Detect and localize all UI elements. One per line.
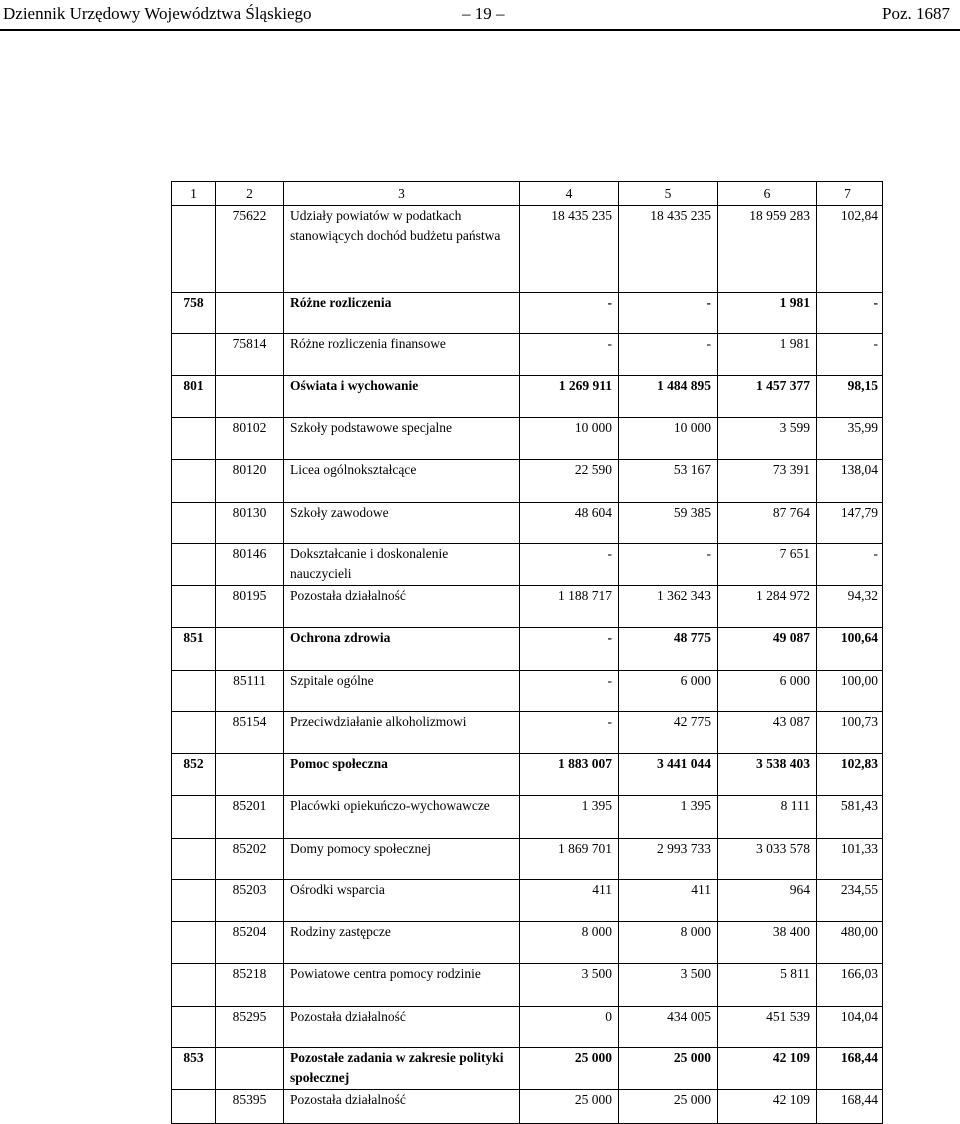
plan-after-changes-cell: 53 167	[619, 460, 718, 503]
chapter-cell	[172, 586, 216, 628]
execution-cell: 1 457 377	[718, 376, 817, 418]
subchapter-cell: 85203	[216, 880, 284, 922]
chapter-cell: 853	[172, 1048, 216, 1090]
plan-cell: -	[520, 712, 619, 754]
description-cell: Licea ogólnokształcące	[284, 460, 520, 503]
plan-after-changes-cell: 2 993 733	[619, 839, 718, 880]
description-cell: Rodziny zastępcze	[284, 922, 520, 964]
plan-cell: 25 000	[520, 1090, 619, 1124]
subchapter-cell: 80120	[216, 460, 284, 503]
section-row	[172, 754, 883, 796]
page-header	[0, 0, 960, 31]
journal-title: Dziennik Urzędowy Województwa Śląskiego	[3, 4, 312, 23]
table-row	[172, 334, 883, 376]
subchapter-cell: 80195	[216, 586, 284, 628]
execution-cell: 43 087	[718, 712, 817, 754]
plan-after-changes-cell: 3 500	[619, 964, 718, 1007]
chapter-cell	[172, 964, 216, 1007]
percent-cell: 102,83	[817, 754, 883, 796]
execution-cell: 87 764	[718, 503, 817, 544]
percent-cell: -	[817, 544, 883, 586]
subchapter-cell	[216, 376, 284, 418]
budget-table	[171, 181, 883, 1124]
description-cell: Udziały powiatów w podatkach stanowiących dochód budżetu państwa	[284, 206, 520, 293]
table-row	[172, 880, 883, 922]
percent-cell: 100,00	[817, 671, 883, 712]
chapter-cell	[172, 1090, 216, 1124]
execution-cell: 73 391	[718, 460, 817, 503]
percent-cell: 168,44	[817, 1048, 883, 1090]
subchapter-cell	[216, 293, 284, 334]
description-cell: Różne rozliczenia	[284, 293, 520, 334]
chapter-cell	[172, 712, 216, 754]
execution-cell: 38 400	[718, 922, 817, 964]
column-header: 5	[619, 182, 718, 206]
chapter-cell: 852	[172, 754, 216, 796]
table-row	[172, 544, 883, 586]
execution-cell: 49 087	[718, 628, 817, 671]
percent-cell: 234,55	[817, 880, 883, 922]
subchapter-cell: 85395	[216, 1090, 284, 1124]
subchapter-cell: 85111	[216, 671, 284, 712]
table-row	[172, 418, 883, 460]
execution-cell: 1 284 972	[718, 586, 817, 628]
execution-cell: 3 599	[718, 418, 817, 460]
plan-cell: 3 500	[520, 964, 619, 1007]
plan-cell: 10 000	[520, 418, 619, 460]
column-header: 6	[718, 182, 817, 206]
plan-after-changes-cell: 411	[619, 880, 718, 922]
section-row	[172, 628, 883, 671]
plan-after-changes-cell: 42 775	[619, 712, 718, 754]
subchapter-cell	[216, 628, 284, 671]
percent-cell: 35,99	[817, 418, 883, 460]
plan-cell: 25 000	[520, 1048, 619, 1090]
percent-cell: 147,79	[817, 503, 883, 544]
plan-cell: -	[520, 293, 619, 334]
description-cell: Placówki opiekuńczo-wychowawcze	[284, 796, 520, 839]
plan-cell: -	[520, 671, 619, 712]
column-header: 7	[817, 182, 883, 206]
plan-after-changes-cell: 1 395	[619, 796, 718, 839]
plan-cell: 18 435 235	[520, 206, 619, 293]
execution-cell: 7 651	[718, 544, 817, 586]
description-cell: Pozostała działalność	[284, 1007, 520, 1048]
percent-cell: 98,15	[817, 376, 883, 418]
table-row	[172, 1090, 883, 1124]
section-row	[172, 1048, 883, 1090]
plan-cell: 1 188 717	[520, 586, 619, 628]
plan-after-changes-cell: -	[619, 334, 718, 376]
table-row	[172, 1007, 883, 1048]
description-cell: Szpitale ogólne	[284, 671, 520, 712]
description-cell: Powiatowe centra pomocy rodzinie	[284, 964, 520, 1007]
chapter-cell: 851	[172, 628, 216, 671]
subchapter-cell: 85202	[216, 839, 284, 880]
percent-cell: 138,04	[817, 460, 883, 503]
subchapter-cell: 80146	[216, 544, 284, 586]
column-header: 1	[172, 182, 216, 206]
description-cell: Oświata i wychowanie	[284, 376, 520, 418]
subchapter-cell: 75814	[216, 334, 284, 376]
plan-cell: 22 590	[520, 460, 619, 503]
description-cell: Pozostała działalność	[284, 586, 520, 628]
plan-cell: 48 604	[520, 503, 619, 544]
plan-after-changes-cell: 8 000	[619, 922, 718, 964]
execution-cell: 6 000	[718, 671, 817, 712]
subchapter-cell: 85218	[216, 964, 284, 1007]
execution-cell: 42 109	[718, 1048, 817, 1090]
execution-cell: 42 109	[718, 1090, 817, 1124]
description-cell: Przeciwdziałanie alkoholizmowi	[284, 712, 520, 754]
plan-after-changes-cell: 3 441 044	[619, 754, 718, 796]
execution-cell: 8 111	[718, 796, 817, 839]
section-row	[172, 376, 883, 418]
description-cell: Szkoły zawodowe	[284, 503, 520, 544]
chapter-cell: 801	[172, 376, 216, 418]
budget-table-body	[172, 182, 883, 1124]
chapter-cell	[172, 922, 216, 964]
execution-cell: 3 033 578	[718, 839, 817, 880]
plan-after-changes-cell: 25 000	[619, 1090, 718, 1124]
subchapter-cell: 80130	[216, 503, 284, 544]
chapter-cell	[172, 1007, 216, 1048]
plan-after-changes-cell: 10 000	[619, 418, 718, 460]
column-header: 3	[284, 182, 520, 206]
position-number: Poz. 1687	[882, 4, 950, 23]
execution-cell: 5 811	[718, 964, 817, 1007]
plan-cell: -	[520, 334, 619, 376]
percent-cell: 100,73	[817, 712, 883, 754]
subchapter-cell: 75622	[216, 206, 284, 293]
percent-cell: 104,04	[817, 1007, 883, 1048]
plan-after-changes-cell: 18 435 235	[619, 206, 718, 293]
chapter-cell: 758	[172, 293, 216, 334]
execution-cell: 1 981	[718, 334, 817, 376]
table-row	[172, 206, 883, 293]
table-row	[172, 964, 883, 1007]
subchapter-cell: 85154	[216, 712, 284, 754]
subchapter-cell: 85201	[216, 796, 284, 839]
description-cell: Pozostałe zadania w zakresie polityki społecznej	[284, 1048, 520, 1090]
percent-cell: 94,32	[817, 586, 883, 628]
percent-cell: 102,84	[817, 206, 883, 293]
subchapter-cell: 85204	[216, 922, 284, 964]
chapter-cell	[172, 460, 216, 503]
plan-cell: -	[520, 544, 619, 586]
plan-cell: -	[520, 628, 619, 671]
plan-after-changes-cell: 1 362 343	[619, 586, 718, 628]
chapter-cell	[172, 796, 216, 839]
execution-cell: 18 959 283	[718, 206, 817, 293]
execution-cell: 1 981	[718, 293, 817, 334]
percent-cell: 101,33	[817, 839, 883, 880]
chapter-cell	[172, 503, 216, 544]
description-cell: Różne rozliczenia finansowe	[284, 334, 520, 376]
chapter-cell	[172, 880, 216, 922]
chapter-cell	[172, 334, 216, 376]
page-number: – 19 –	[462, 4, 505, 23]
plan-after-changes-cell: -	[619, 544, 718, 586]
table-row	[172, 671, 883, 712]
description-cell: Domy pomocy społecznej	[284, 839, 520, 880]
percent-cell: -	[817, 293, 883, 334]
chapter-cell	[172, 206, 216, 293]
description-cell: Pomoc społeczna	[284, 754, 520, 796]
plan-cell: 1 869 701	[520, 839, 619, 880]
execution-cell: 964	[718, 880, 817, 922]
section-row	[172, 293, 883, 334]
table-row	[172, 796, 883, 839]
subchapter-cell: 85295	[216, 1007, 284, 1048]
percent-cell: -	[817, 334, 883, 376]
chapter-cell	[172, 671, 216, 712]
column-header-row	[172, 182, 883, 206]
description-cell: Pozostała działalność	[284, 1090, 520, 1124]
table-row	[172, 503, 883, 544]
plan-after-changes-cell: 59 385	[619, 503, 718, 544]
plan-after-changes-cell: 25 000	[619, 1048, 718, 1090]
execution-cell: 451 539	[718, 1007, 817, 1048]
plan-cell: 1 269 911	[520, 376, 619, 418]
table-row	[172, 712, 883, 754]
plan-cell: 411	[520, 880, 619, 922]
table-row	[172, 460, 883, 503]
plan-after-changes-cell: 1 484 895	[619, 376, 718, 418]
description-cell: Ośrodki wsparcia	[284, 880, 520, 922]
table-row	[172, 922, 883, 964]
percent-cell: 480,00	[817, 922, 883, 964]
subchapter-cell: 80102	[216, 418, 284, 460]
percent-cell: 581,43	[817, 796, 883, 839]
plan-after-changes-cell: -	[619, 293, 718, 334]
chapter-cell	[172, 418, 216, 460]
table-row	[172, 839, 883, 880]
subchapter-cell	[216, 1048, 284, 1090]
plan-cell: 0	[520, 1007, 619, 1048]
plan-after-changes-cell: 434 005	[619, 1007, 718, 1048]
plan-cell: 1 395	[520, 796, 619, 839]
table-row	[172, 586, 883, 628]
plan-cell: 1 883 007	[520, 754, 619, 796]
percent-cell: 166,03	[817, 964, 883, 1007]
column-header: 4	[520, 182, 619, 206]
column-header: 2	[216, 182, 284, 206]
chapter-cell	[172, 544, 216, 586]
percent-cell: 100,64	[817, 628, 883, 671]
plan-after-changes-cell: 6 000	[619, 671, 718, 712]
percent-cell: 168,44	[817, 1090, 883, 1124]
chapter-cell	[172, 839, 216, 880]
plan-after-changes-cell: 48 775	[619, 628, 718, 671]
description-cell: Dokształcanie i doskonalenie nauczycieli	[284, 544, 520, 586]
plan-cell: 8 000	[520, 922, 619, 964]
execution-cell: 3 538 403	[718, 754, 817, 796]
subchapter-cell	[216, 754, 284, 796]
description-cell: Ochrona zdrowia	[284, 628, 520, 671]
description-cell: Szkoły podstawowe specjalne	[284, 418, 520, 460]
